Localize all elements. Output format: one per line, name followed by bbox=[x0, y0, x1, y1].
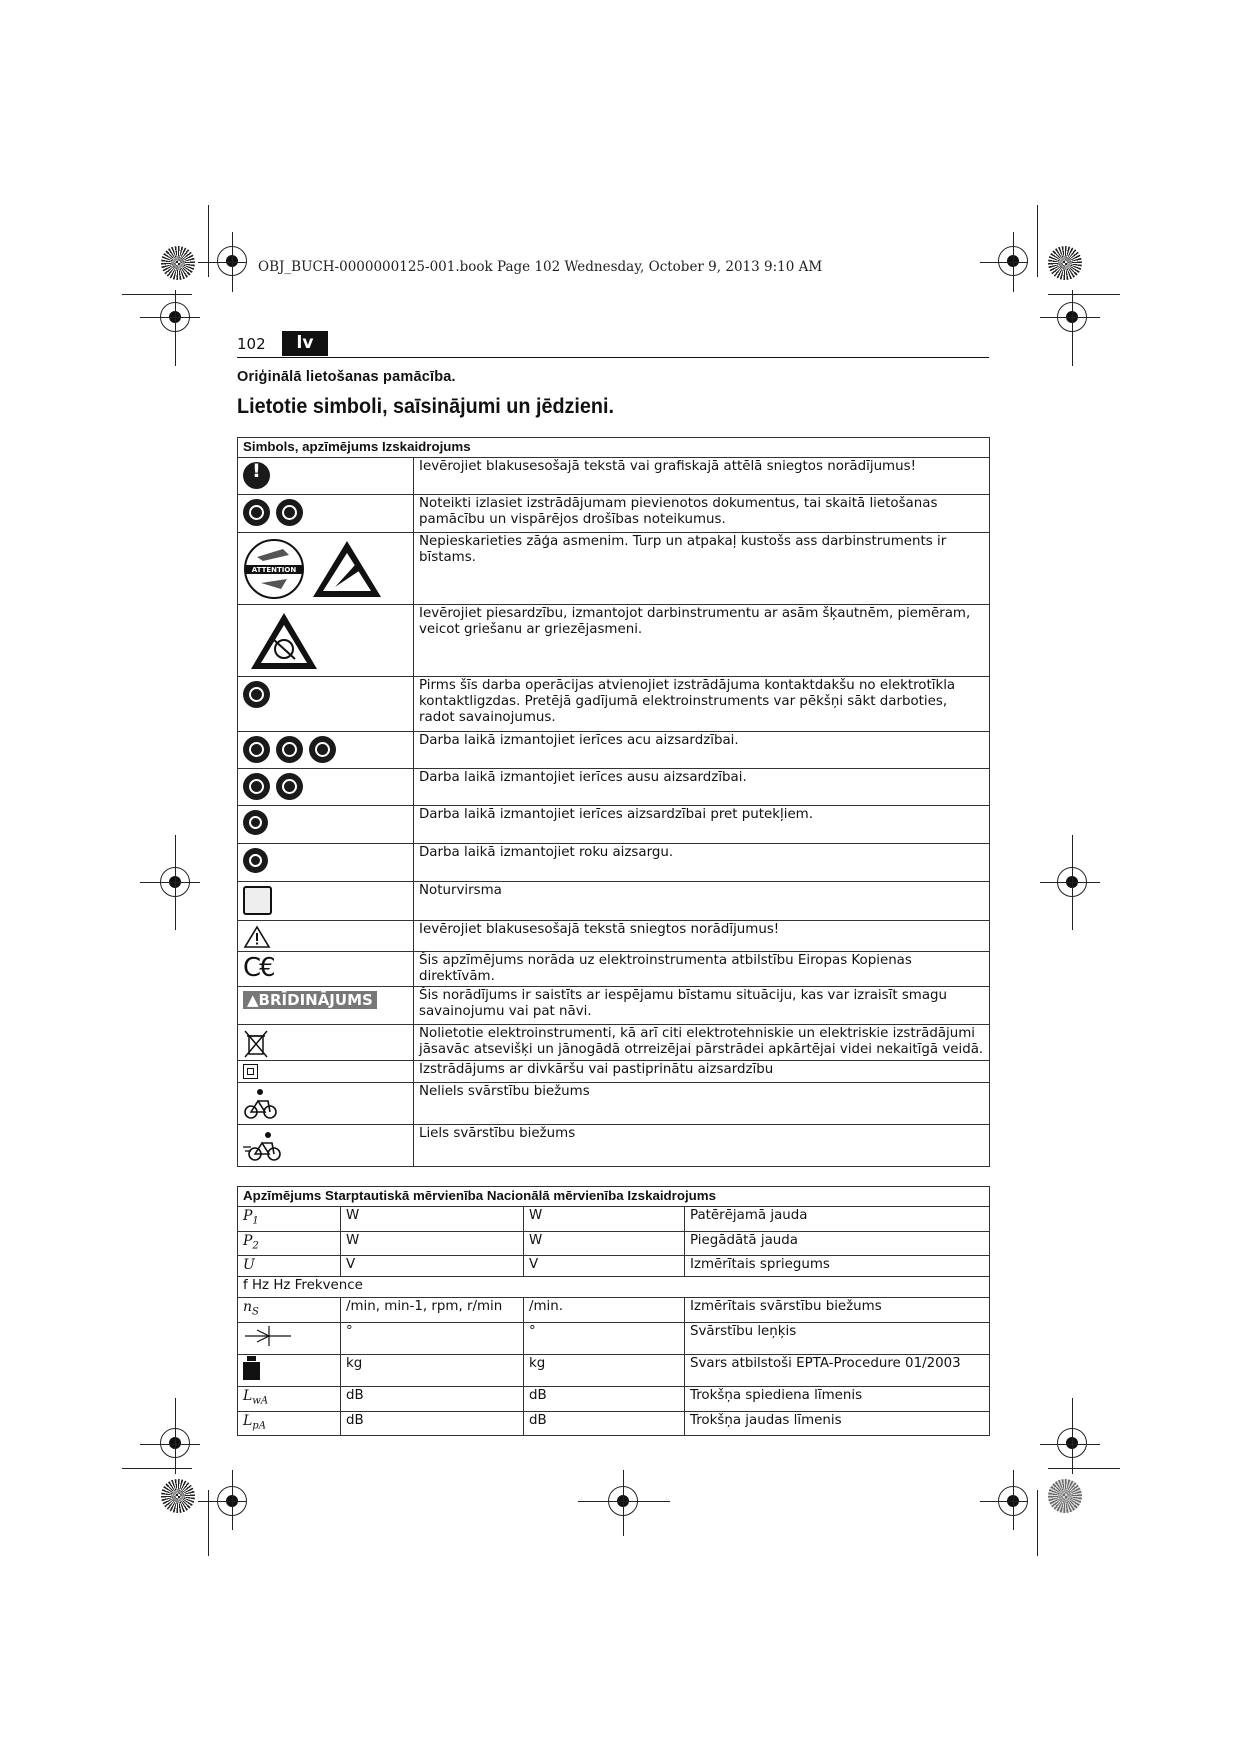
warning-label-icon: ▲BRĪDINĀJUMS bbox=[243, 991, 377, 1009]
unit-international: dB bbox=[341, 1411, 524, 1436]
unit-symbol: n bbox=[243, 1299, 253, 1316]
registration-star-icon bbox=[1048, 1479, 1082, 1513]
table-row bbox=[238, 1256, 990, 1277]
unit-symbol: P bbox=[243, 1232, 253, 1249]
fast-bicycle-icon bbox=[243, 1129, 285, 1163]
unit-international: dB bbox=[341, 1387, 524, 1412]
symbol-explanation: Pirms šīs darba operācijas atvienojiet izstrādājuma kontaktdakšu no elektrotīkla kontaktligzdas. Pretējā gadījumā elektroinstruments var pēkšņi sākt darboties, radot savainojumus. bbox=[414, 677, 990, 732]
oscillation-angle-icon bbox=[243, 1324, 293, 1348]
book-icon bbox=[276, 499, 303, 526]
table-row bbox=[238, 987, 990, 1025]
symbol-explanation: Darba laikā izmantojiet ierīces ausu aizsardzībai. bbox=[414, 769, 990, 806]
unit-symbol: U bbox=[243, 1257, 255, 1274]
symbol-explanation: Izstrādājums ar divkāršu vai pastiprinātu aizsardzību bbox=[414, 1061, 990, 1083]
grip-surface-icon bbox=[243, 886, 272, 915]
weee-bin-icon bbox=[243, 1029, 269, 1059]
table-row bbox=[238, 1298, 990, 1323]
table-row bbox=[238, 1207, 990, 1232]
unit-international: /min, min-1, rpm, r/min bbox=[341, 1298, 524, 1323]
table-row bbox=[238, 1025, 990, 1061]
table-row bbox=[238, 605, 990, 677]
unit-symbol: L bbox=[243, 1388, 253, 1405]
units-col-national: Nacionālā mērvienība bbox=[486, 1188, 624, 1203]
unit-international: kg bbox=[341, 1355, 524, 1387]
table-row bbox=[238, 952, 990, 987]
units-table bbox=[237, 1186, 990, 1436]
symbol-explanation: Nolietotie elektroinstrumenti, kā arī citi elektrotehniskie un elektriskie izstrādājumi jāsavāc atsevišķi un jānogādā otrreizējai pārstrādei apkārtējai videi nekaitīgā veidā. bbox=[414, 1025, 990, 1061]
unit-national: W bbox=[524, 1231, 685, 1256]
unit-international: W bbox=[341, 1231, 524, 1256]
symbols-table bbox=[237, 437, 990, 1167]
units-col-designation: Apzīmējums bbox=[243, 1188, 322, 1203]
unit-symbol-sub: S bbox=[252, 1307, 259, 1319]
unit-explanation: Patērējamā jauda bbox=[685, 1207, 990, 1232]
table-row bbox=[238, 844, 990, 882]
face-shield-icon bbox=[276, 736, 303, 763]
unit-explanation: Izmērītais spriegums bbox=[685, 1256, 990, 1277]
unit-symbol: P bbox=[243, 1208, 253, 1224]
unit-explanation: Piegādātā jauda bbox=[685, 1231, 990, 1256]
language-tab: lv bbox=[282, 331, 328, 356]
unit-national: W bbox=[524, 1207, 685, 1232]
symbol-explanation: Darba laikā izmantojiet ierīces aizsardzībai pret putekļiem. bbox=[414, 806, 990, 844]
table-row bbox=[238, 1061, 990, 1083]
symbol-explanation: Ievērojiet blakusesošajā tekstā vai grafiskajā attēlā sniegtos norādījumus! bbox=[414, 458, 990, 495]
table-row bbox=[238, 882, 990, 921]
ear-muffs-icon bbox=[276, 773, 303, 800]
symbols-col-symbol: Simbols, apzīmējums bbox=[243, 439, 379, 454]
unplug-icon bbox=[243, 681, 270, 708]
symbol-explanation: Darba laikā izmantojiet ierīces acu aizsardzībai. bbox=[414, 732, 990, 769]
ce-mark-icon: C€ bbox=[243, 953, 274, 983]
units-col-international: Starptautiskā mērvienība bbox=[325, 1188, 484, 1203]
unit-national: V bbox=[524, 1256, 685, 1277]
unit-symbol-sub: 1 bbox=[252, 1215, 259, 1227]
units-col-explanation: Izskaidrojums bbox=[627, 1188, 717, 1203]
unit-explanation: Svārstību leņķis bbox=[685, 1323, 990, 1355]
table-row bbox=[238, 1323, 990, 1355]
svg-text:ATTENTION: ATTENTION bbox=[251, 566, 297, 574]
symbol-explanation: Ievērojiet blakusesošajā tekstā sniegtos norādījumus! bbox=[414, 921, 990, 952]
table-row bbox=[238, 495, 990, 533]
unit-national: dB bbox=[524, 1387, 685, 1412]
unit-international: V bbox=[341, 1256, 524, 1277]
dust-mask-icon bbox=[243, 810, 268, 835]
unit-explanation: Trokšņa jaudas līmenis bbox=[685, 1411, 990, 1436]
unit-explanation: Svars atbilstoši EPTA-Procedure 01/2003 bbox=[685, 1355, 990, 1387]
goggles-icon bbox=[243, 736, 270, 763]
exclamation-icon: ! bbox=[243, 462, 270, 489]
table-row bbox=[238, 458, 990, 495]
slow-bicycle-icon bbox=[243, 1087, 279, 1121]
symbol-explanation: Noteikti izlasiet izstrādājumam pievienotos dokumentus, tai skaitā lietošanas pamācību un vispārējos drošības noteikumus. bbox=[414, 495, 990, 533]
symbol-explanation: Ievērojiet piesardzību, izmantojot darbinstrumentu ar asām šķautnēm, piemēram, veicot griešanu ar griezējasmeni. bbox=[414, 605, 990, 677]
gloves-icon bbox=[243, 848, 268, 873]
book-slug: OBJ_BUCH-0000000125-001.book Page 102 Wednesday, October 9, 2013 9:10 AM bbox=[258, 259, 823, 275]
unit-international: W bbox=[341, 1207, 524, 1232]
table-row bbox=[238, 732, 990, 769]
table-row bbox=[238, 533, 990, 605]
ear-protection-icon bbox=[243, 773, 270, 800]
unit-symbol: L bbox=[243, 1412, 253, 1429]
symbol-explanation: Neliels svārstību biežums bbox=[414, 1083, 990, 1125]
attention-saw-icon bbox=[243, 537, 305, 601]
unit-national: /min. bbox=[524, 1298, 685, 1323]
unit-symbol-sub: wA bbox=[252, 1395, 269, 1407]
symbol-explanation: Nepieskarieties zāģa asmenim. Turp un atpakaļ kustošs ass darbinstruments ir bīstams. bbox=[414, 533, 990, 605]
symbol-explanation: Darba laikā izmantojiet roku aizsargu. bbox=[414, 844, 990, 882]
unit-symbol-sub: pA bbox=[252, 1420, 266, 1432]
registration-star-icon bbox=[1048, 246, 1082, 280]
double-insulation-icon bbox=[243, 1064, 258, 1079]
symbol-explanation: Liels svārstību biežums bbox=[414, 1125, 990, 1167]
symbol-explanation: Noturvirsma bbox=[414, 882, 990, 921]
eye-protection-icon bbox=[309, 736, 336, 763]
warning-label-text: BRĪDINĀJUMS bbox=[258, 991, 373, 1009]
unit-national: ° bbox=[524, 1323, 685, 1355]
unit-international: ° bbox=[341, 1323, 524, 1355]
unit-symbol-sub: 2 bbox=[252, 1240, 259, 1252]
unit-merged-row: f Hz Hz Frekvence bbox=[238, 1277, 990, 1298]
symbols-col-explanation: Izskaidrojums bbox=[381, 439, 471, 454]
header-rule bbox=[237, 357, 989, 358]
table-row bbox=[238, 769, 990, 806]
table-row bbox=[238, 921, 990, 952]
page-number: 102 bbox=[237, 335, 266, 353]
table-row bbox=[238, 1355, 990, 1387]
sharp-blade-warning-icon bbox=[311, 537, 383, 601]
symbol-explanation: Šis apzīmējums norāda uz elektroinstrumenta atbilstību Eiropas Kopienas direktīvām. bbox=[414, 952, 990, 987]
table-row bbox=[238, 1231, 990, 1256]
registration-star-icon bbox=[161, 1479, 195, 1513]
unit-national: dB bbox=[524, 1411, 685, 1436]
unit-explanation: Trokšņa spiediena līmenis bbox=[685, 1387, 990, 1412]
page-title: Lietotie simboli, saīsinājumi un jēdzieni. bbox=[237, 394, 614, 418]
table-row bbox=[238, 806, 990, 844]
table-row bbox=[238, 1387, 990, 1412]
unit-explanation: Izmērītais svārstību biežums bbox=[685, 1298, 990, 1323]
read-manual-icon bbox=[243, 499, 270, 526]
weight-icon bbox=[243, 1362, 260, 1380]
subtitle: Oriģinālā lietošanas pamācība. bbox=[237, 369, 456, 385]
table-row bbox=[238, 1125, 990, 1167]
warning-triangle-icon bbox=[243, 925, 271, 949]
unit-national: kg bbox=[524, 1355, 685, 1387]
symbol-explanation: Šis norādījums ir saistīts ar iespējamu bīstamu situāciju, kas var izraisīt smagu savainojumu vai pat nāvi. bbox=[414, 987, 990, 1025]
table-row bbox=[238, 677, 990, 732]
registration-star-icon bbox=[161, 246, 195, 280]
table-row bbox=[238, 1411, 990, 1436]
sharp-edges-warning-icon bbox=[249, 609, 319, 673]
table-row bbox=[238, 1277, 990, 1298]
table-row bbox=[238, 1083, 990, 1125]
